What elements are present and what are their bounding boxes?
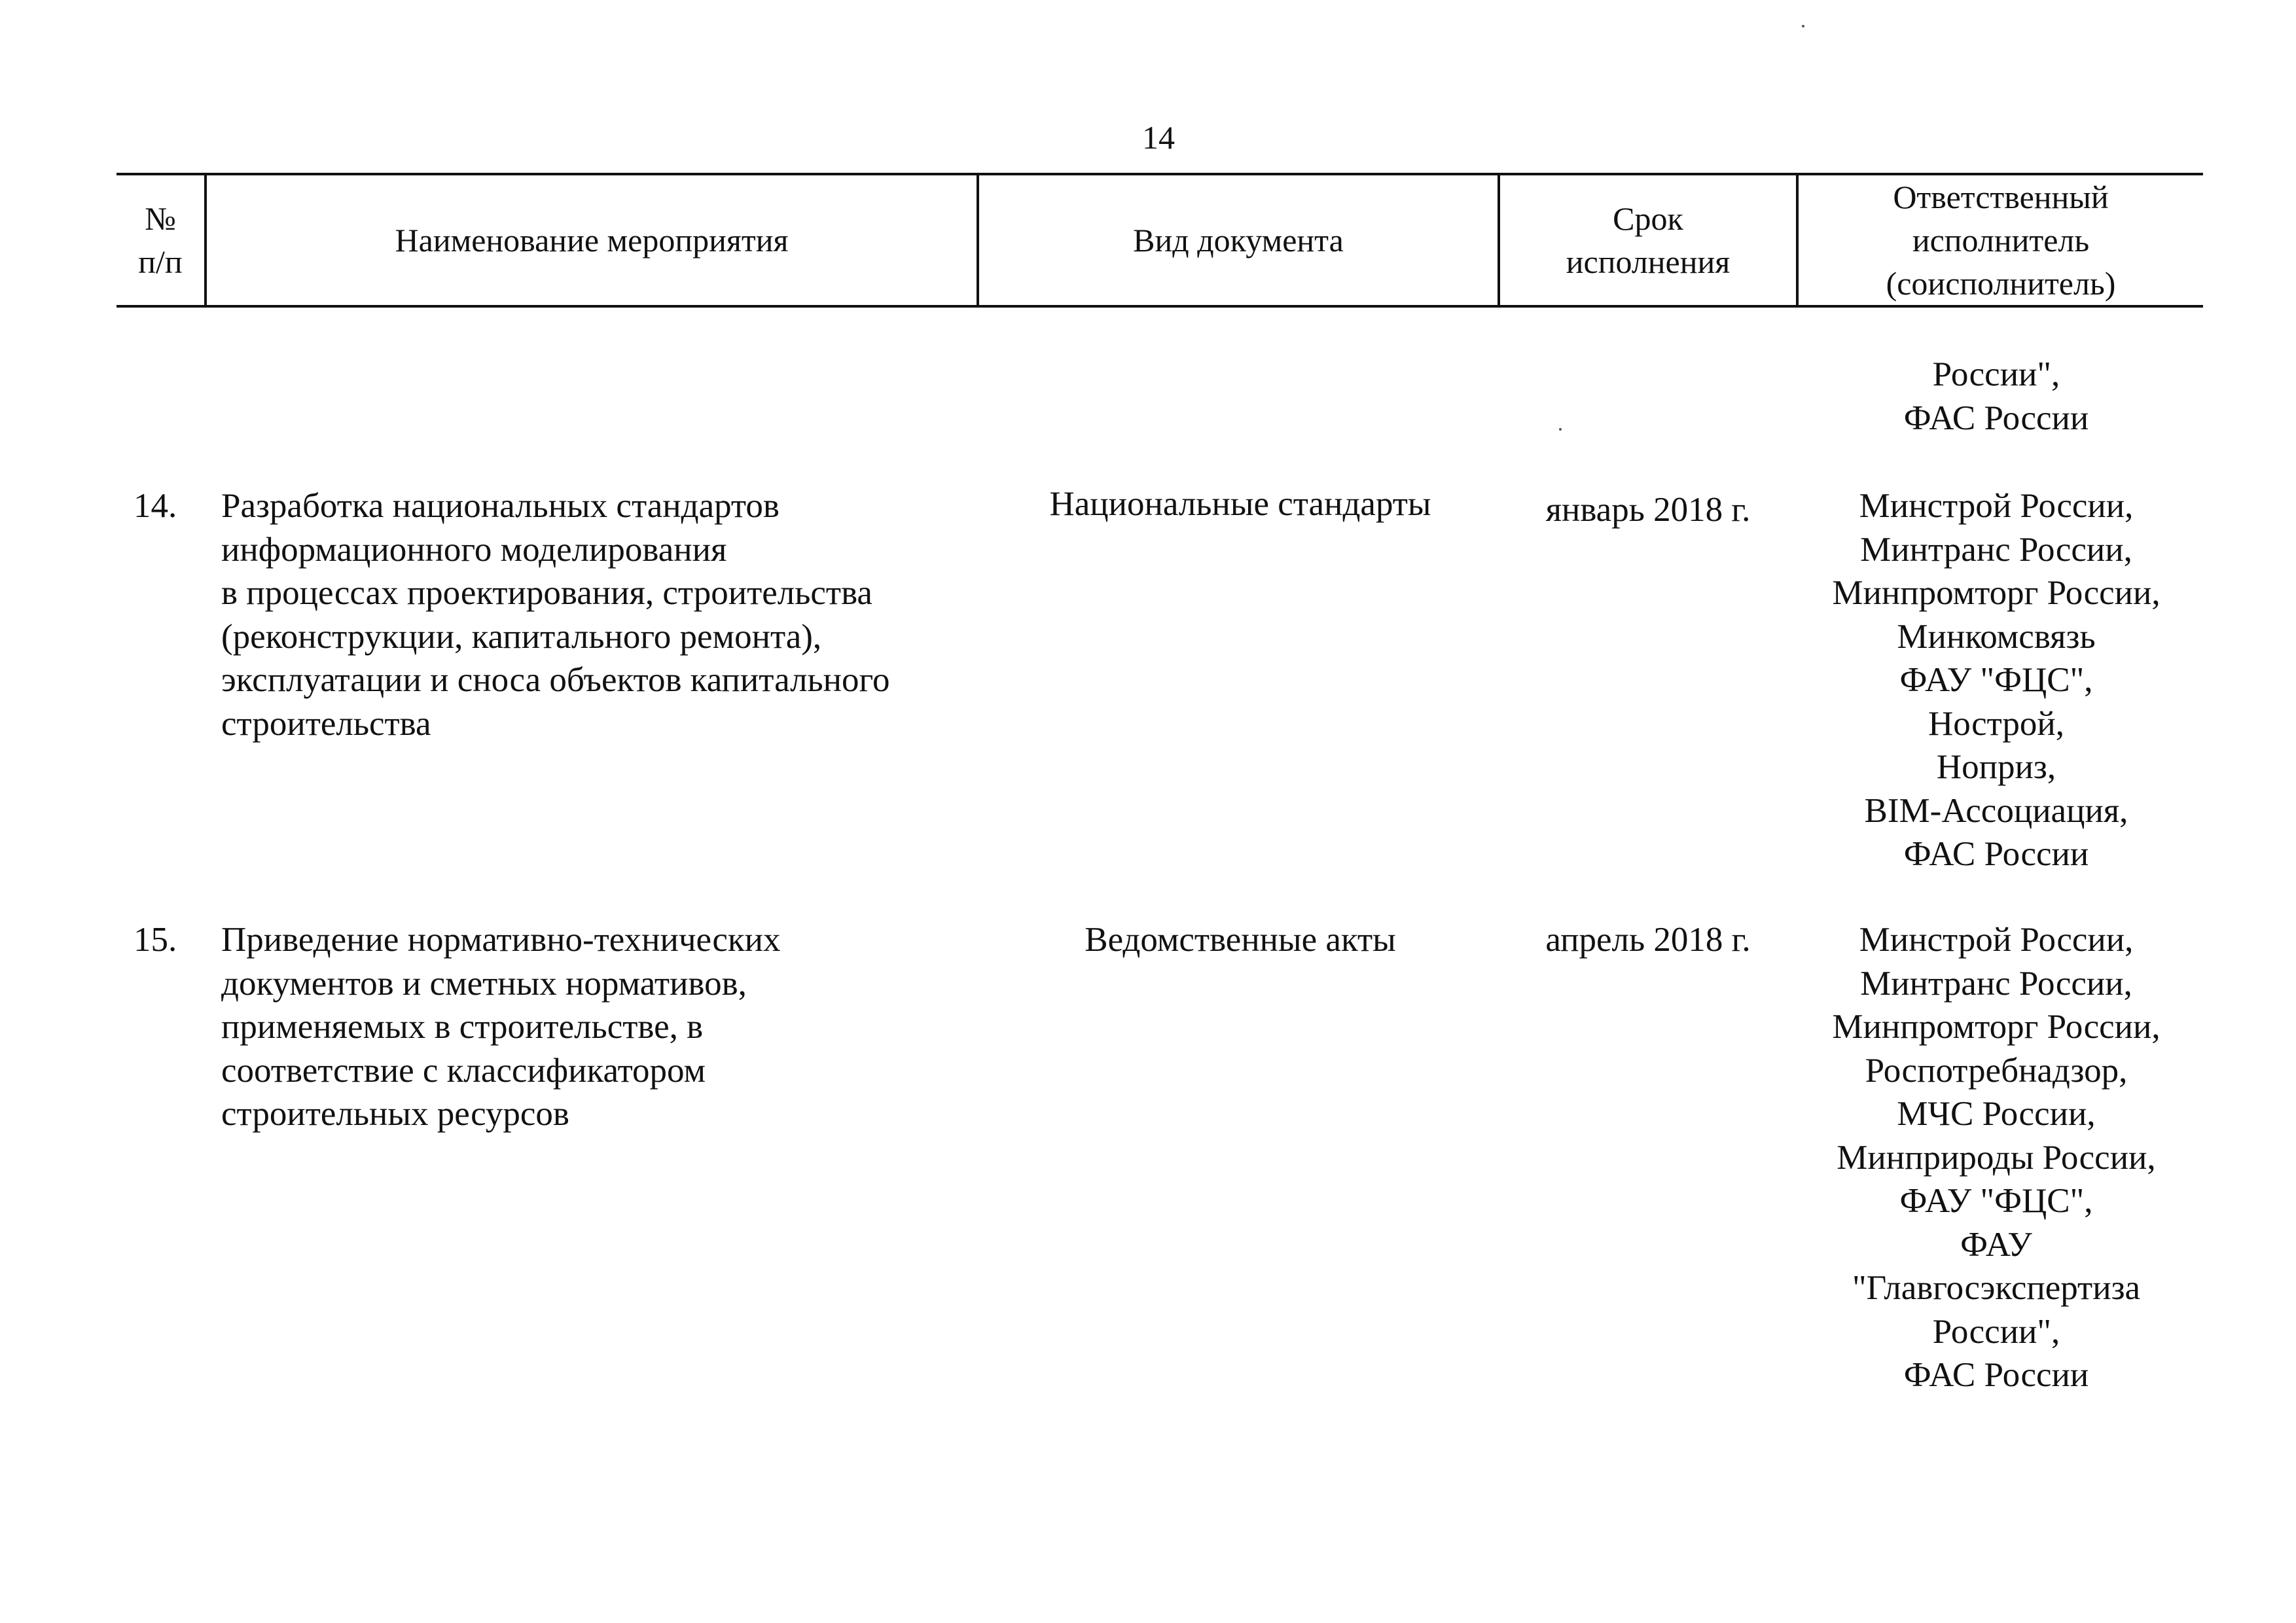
- row-deadline: январь 2018 г.: [1545, 491, 1751, 529]
- scan-speck: [1559, 428, 1562, 431]
- scan-speck: [1802, 25, 1804, 27]
- continuation-responsible: России", ФАС России: [1903, 355, 2089, 437]
- row-responsible: Минстрой России, Минтранс России, Минпромторг России, Минкомсвязь ФАУ "ФЦС", Нострой, Ноприз, BIM-Ассоциация, ФАС России: [1832, 487, 2161, 873]
- row-deadline: апрель 2018 г.: [1545, 921, 1751, 959]
- row-responsible: Минстрой России, Минтранс России, Минпромторг России, Роспотребнадзор, МЧС России, Минприроды России, ФАУ "ФЦС", ФАУ "Главгосэкспертиза России", ФАС России: [1832, 921, 2161, 1394]
- header-responsible: Ответственный исполнитель (соисполнитель): [1886, 179, 2116, 302]
- row-event-name: Разработка национальных стандартов информационного моделирования в процессах проектирования, строительства (реконструкции, капитального ремонта), эксплуатации и сноса объектов капитального строительства: [221, 487, 890, 743]
- row-document-type: Национальные стандарты: [1049, 485, 1431, 523]
- table-header-bottom-border: [117, 305, 2203, 308]
- header-deadline: Срок исполнения: [1566, 200, 1731, 280]
- row-number: 14.: [134, 487, 177, 525]
- header-number: № п/п: [138, 200, 183, 280]
- row-number: 15.: [134, 921, 177, 959]
- header-event-name: Наименование мероприятия: [395, 222, 789, 259]
- row-document-type: Ведомственные акты: [1085, 921, 1396, 959]
- header-document-type: Вид документа: [1133, 222, 1344, 259]
- row-event-name: Приведение нормативно-технических документов и сметных нормативов, применяемых в строительстве, в соответствие с классификатором строительных ресурсов: [221, 921, 781, 1133]
- page-number: 14: [1142, 119, 1175, 156]
